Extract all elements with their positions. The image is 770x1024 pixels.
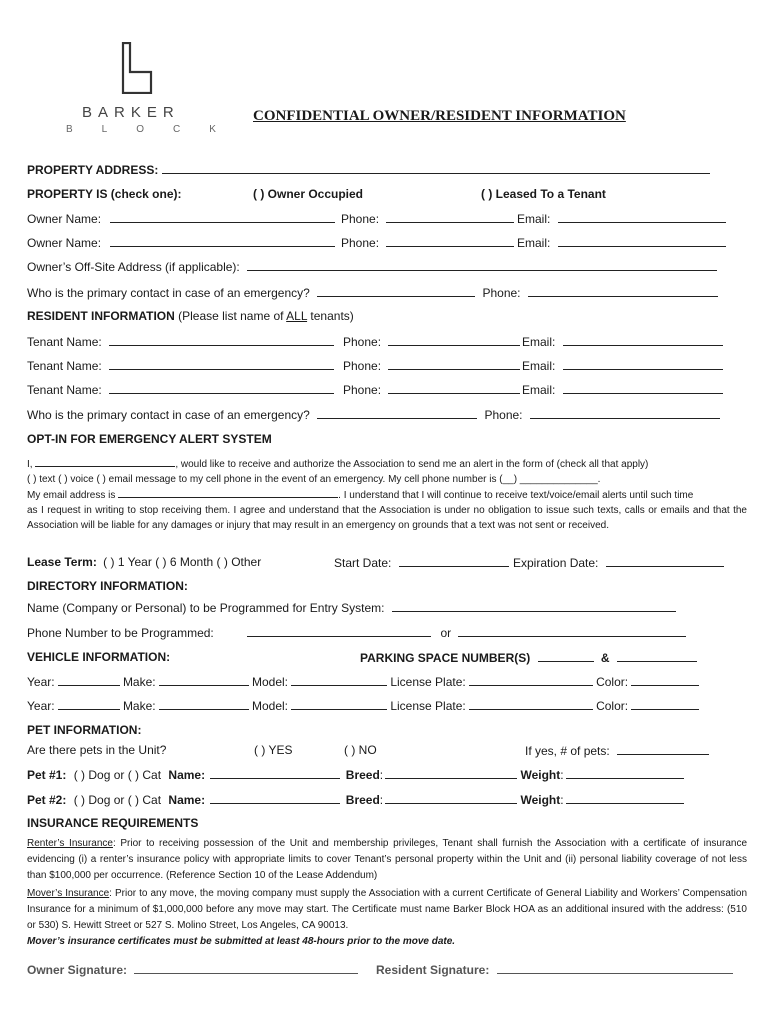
- owner-email-label: Email:: [517, 236, 551, 250]
- pet2-breed-label: Breed: [345, 793, 380, 807]
- optin-name-field[interactable]: [35, 456, 175, 467]
- pet1-weight-label: Weight: [520, 768, 561, 782]
- optin-line-2: ( ) text ( ) voice ( ) email message to my cell phone in the event of an emergency. My cell phone number is (__) ______________.: [27, 474, 601, 485]
- optin-line1-text: , would like to receive and authorize the Association to send me an alert in the form of (check all that apply): [175, 459, 649, 470]
- pet-heading: PET INFORMATION:: [27, 723, 142, 737]
- vehicle-year-field[interactable]: [58, 674, 120, 686]
- directory-phone-row: [27, 625, 686, 640]
- resident-emergency-phone-label: Phone:: [484, 408, 523, 422]
- parking-amp: &: [600, 651, 610, 665]
- property-is-label: PROPERTY IS (check one):: [27, 187, 182, 201]
- vehicle-model-label: Model:: [251, 699, 288, 713]
- optin-paragraph: [27, 456, 747, 533]
- optin-heading: OPT-IN FOR EMERGENCY ALERT SYSTEM: [27, 432, 272, 446]
- owner-name-label: Owner Name:: [27, 212, 102, 226]
- tenant-phone-field[interactable]: [388, 358, 520, 370]
- pet2-label: Pet #2:: [27, 793, 67, 807]
- lease-term-label: Lease Term:: [27, 555, 97, 569]
- owner-email-field[interactable]: [558, 235, 726, 247]
- pet-count-label: If yes, # of pets:: [525, 744, 610, 758]
- pet1-kind[interactable]: ( ) Dog or ( ) Cat: [73, 768, 162, 782]
- owner-phone-field[interactable]: [386, 211, 514, 223]
- owner-email-1: [517, 211, 726, 226]
- pet1-breed-label: Breed: [345, 768, 380, 782]
- tenant-phone-label: Phone:: [343, 383, 382, 397]
- vehicle-color-field[interactable]: [631, 698, 699, 710]
- pet1-weight-field[interactable]: [566, 767, 684, 779]
- pet-count-row: [525, 743, 709, 758]
- owner-emergency-label: Who is the primary contact in case of an emergency?: [27, 286, 310, 300]
- tenant-email-label: Email:: [522, 383, 556, 397]
- directory-heading: DIRECTORY INFORMATION:: [27, 579, 188, 593]
- owner-row-1: [27, 211, 335, 226]
- vehicle-color-label: Color:: [596, 699, 629, 713]
- pet2-name-label: Name:: [168, 793, 206, 807]
- pet-row-2: Pet #2: ( ) Dog or ( ) Cat Name: Breed: Weight:: [27, 792, 684, 807]
- owner-occupied-checkbox[interactable]: ( ) Owner Occupied: [253, 187, 364, 201]
- tenant-email-label: Email:: [522, 335, 556, 349]
- owner-email-2: [517, 235, 726, 250]
- renter-insurance-title: Renter’s Insurance: [27, 838, 113, 849]
- vehicle-year-label: Year:: [27, 699, 55, 713]
- lease-start-label: Start Date:: [334, 556, 392, 570]
- optin-line3-text: . I understand that I will continue to receive text/voice/email alerts until such time: [338, 490, 694, 501]
- tenant-row-3: [27, 382, 334, 397]
- owner-offsite-label: Owner’s Off-Site Address (if applicable):: [27, 260, 240, 274]
- vehicle-plate-label: License Plate:: [390, 699, 466, 713]
- vehicle-year-field[interactable]: [58, 698, 120, 710]
- lease-expiration-row: [513, 555, 724, 570]
- resident-emergency-label: Who is the primary contact in case of an emergency?: [27, 408, 310, 422]
- resident-note-post: tenants): [307, 309, 354, 323]
- owner-offsite-field[interactable]: [247, 259, 717, 271]
- owner-email-label: Email:: [517, 212, 551, 226]
- resident-heading-row: [27, 309, 354, 323]
- tenant-name-label: Tenant Name:: [27, 359, 102, 373]
- optin-email-field[interactable]: [118, 487, 338, 498]
- tenant-phone-field[interactable]: [388, 334, 520, 346]
- resident-note-pre: (Please list name of: [174, 309, 287, 323]
- owner-email-field[interactable]: [558, 211, 726, 223]
- parking-label: PARKING SPACE NUMBER(S): [360, 651, 531, 665]
- resident-signature-row: [376, 962, 733, 977]
- tenant-name-field[interactable]: [109, 358, 334, 370]
- tenant-email-field[interactable]: [563, 334, 723, 346]
- tenant-phone-label: Phone:: [343, 335, 382, 349]
- insurance-heading: INSURANCE REQUIREMENTS: [27, 816, 199, 830]
- vehicle-plate-field[interactable]: [469, 674, 593, 686]
- pet2-weight-label: Weight: [520, 793, 561, 807]
- pet-no-checkbox[interactable]: ( ) NO: [344, 743, 377, 757]
- pet-yes-checkbox[interactable]: ( ) YES: [254, 743, 293, 757]
- vehicle-row-1: [27, 674, 699, 689]
- lease-expiration-label: Expiration Date:: [513, 556, 599, 570]
- owner-row-2: [27, 235, 335, 250]
- tenant-row-1: [27, 334, 334, 349]
- optin-i: I,: [27, 459, 36, 470]
- renter-insurance-text: : Prior to receiving possession of the Unit and membership privileges, Tenant shall furnish the Association with a certificate of insurance evidencing (i) a renter’s insurance policy with appropriate limits to cover Tenant’s personal property within the Unit and (ii) personal liability coverage of not less than $100,000 per occurrence. (Reference Section 10 of the Lease Addendum): [27, 838, 748, 881]
- directory-phone-field-2[interactable]: [458, 625, 686, 637]
- tenant-email-field[interactable]: [563, 358, 723, 370]
- vehicle-row-2: [27, 698, 699, 713]
- owner-emergency-row: [27, 285, 718, 300]
- owner-name-field[interactable]: [110, 235, 335, 247]
- mover-insurance-title: Mover’s Insurance: [27, 888, 110, 899]
- pet-question: Are there pets in the Unit?: [27, 743, 167, 757]
- property-address-row: [27, 162, 710, 177]
- directory-phone-field-1[interactable]: [247, 625, 431, 637]
- vehicle-color-field[interactable]: [631, 674, 699, 686]
- tenant-email-2: [522, 358, 723, 373]
- resident-note-all: ALL: [286, 309, 308, 323]
- vehicle-make-field[interactable]: [159, 674, 249, 686]
- vehicle-model-field[interactable]: [291, 698, 387, 710]
- owner-phone-field[interactable]: [386, 235, 514, 247]
- tenant-phone-label: Phone:: [343, 359, 382, 373]
- lease-expiration-field[interactable]: [606, 555, 724, 567]
- pet2-name-field[interactable]: [210, 792, 340, 804]
- resident-signature-label: Resident Signature:: [376, 963, 490, 977]
- owner-emergency-field[interactable]: [317, 285, 475, 297]
- parking-row: [360, 650, 697, 665]
- optin-line-1: [27, 456, 747, 472]
- pet-count-field[interactable]: [617, 743, 709, 755]
- tenant-email-3: [522, 382, 723, 397]
- lease-term-options[interactable]: ( ) 1 Year ( ) 6 Month ( ) Other: [103, 555, 262, 569]
- optin-email-label: My email address is: [27, 490, 119, 501]
- tenant-name-label: Tenant Name:: [27, 383, 102, 397]
- owner-signature-field[interactable]: [134, 962, 358, 974]
- vehicle-year-label: Year:: [27, 675, 55, 689]
- mover-insurance-text: : Prior to any move, the moving company must supply the Association with a current Certificate of General Liability and Workers’ Compensation Insurance for a minimum of $1,000,000 before any move may start. The Certificate must name Barker Block HOA as an additional insured with the address: (510 or 530) S. Hewitt Street or 527 S. Molino Street, Los Angeles, CA 90013.: [27, 888, 748, 931]
- owner-signature-row: [27, 962, 358, 977]
- pet1-name-field[interactable]: [210, 767, 340, 779]
- vehicle-make-field[interactable]: [159, 698, 249, 710]
- pet1-label: Pet #1:: [27, 768, 67, 782]
- tenant-email-field[interactable]: [563, 382, 723, 394]
- owner-signature-label: Owner Signature:: [27, 963, 128, 977]
- directory-name-row: [27, 600, 676, 615]
- directory-phone-label: Phone Number to be Programmed:: [27, 626, 214, 640]
- owner-phone-label: Phone:: [341, 236, 380, 250]
- mover-insurance-note: Mover’s insurance certificates must be submitted at least 48-hours prior to the move date.: [27, 936, 456, 947]
- pet1-name-label: Name:: [168, 768, 206, 782]
- owner-emergency-phone-label: Phone:: [482, 286, 521, 300]
- tenant-email-label: Email:: [522, 359, 556, 373]
- parking-field-1[interactable]: [538, 650, 594, 662]
- resident-emergency-phone-field[interactable]: [530, 407, 720, 419]
- owner-name-field[interactable]: [110, 211, 335, 223]
- vehicle-plate-label: License Plate:: [390, 675, 466, 689]
- directory-name-field[interactable]: [392, 600, 676, 612]
- vehicle-make-label: Make:: [122, 699, 156, 713]
- owner-emergency-phone-field[interactable]: [528, 285, 718, 297]
- vehicle-model-field[interactable]: [291, 674, 387, 686]
- owner-phone-label: Phone:: [341, 212, 380, 226]
- vehicle-plate-field[interactable]: [469, 698, 593, 710]
- tenant-phone-2: [343, 358, 520, 373]
- parking-field-2[interactable]: [617, 650, 697, 662]
- barker-block-logo-mark: [117, 42, 153, 94]
- leased-tenant-checkbox[interactable]: ( ) Leased To a Tenant: [481, 187, 606, 201]
- resident-emergency-field[interactable]: [317, 407, 477, 419]
- vehicle-make-label: Make:: [122, 675, 156, 689]
- logo-word-barker: BARKER: [82, 104, 180, 121]
- lease-start-field[interactable]: [399, 555, 509, 567]
- tenant-phone-field[interactable]: [388, 382, 520, 394]
- property-address-field[interactable]: [162, 162, 710, 174]
- tenant-row-2: [27, 358, 334, 373]
- lease-term-row: [27, 555, 261, 569]
- renter-insurance-paragraph: [27, 836, 747, 884]
- vehicle-heading: VEHICLE INFORMATION:: [27, 650, 171, 664]
- optin-line-3: [27, 487, 747, 503]
- resident-signature-field[interactable]: [497, 962, 733, 974]
- owner-phone-1: [341, 211, 514, 226]
- owner-phone-2: [341, 235, 514, 250]
- owner-name-label: Owner Name:: [27, 236, 102, 250]
- mover-insurance-paragraph: [27, 886, 747, 950]
- resident-emergency-row: [27, 407, 720, 422]
- resident-heading: RESIDENT INFORMATION: [27, 309, 175, 323]
- tenant-phone-3: [343, 382, 520, 397]
- vehicle-color-label: Color:: [596, 675, 629, 689]
- document-title: CONFIDENTIAL OWNER/RESIDENT INFORMATION: [253, 108, 626, 124]
- pet2-breed-field[interactable]: [385, 792, 517, 804]
- tenant-email-1: [522, 334, 723, 349]
- logo-word-block: BLOCK: [66, 124, 245, 135]
- owner-offsite-row: [27, 259, 717, 274]
- pet2-kind[interactable]: ( ) Dog or ( ) Cat: [73, 793, 162, 807]
- vehicle-model-label: Model:: [251, 675, 288, 689]
- tenant-phone-1: [343, 334, 520, 349]
- tenant-name-field[interactable]: [109, 382, 334, 394]
- directory-or: or: [440, 626, 452, 640]
- optin-line-4: as I request in writing to stop receiving them. I agree and understand that the Association is under no obligation to issue such texts, calls or emails and that the Association will be liable for any damages or injury that may result in an emergency on grounds that a text was not sent or received.: [27, 505, 747, 531]
- directory-name-label: Name (Company or Personal) to be Programmed for Entry System:: [27, 601, 385, 615]
- tenant-name-field[interactable]: [109, 334, 334, 346]
- lease-start-row: [334, 555, 509, 570]
- tenant-name-label: Tenant Name:: [27, 335, 102, 349]
- pet2-weight-field[interactable]: [566, 792, 684, 804]
- pet-row-1: Pet #1: ( ) Dog or ( ) Cat Name: Breed: Weight:: [27, 767, 684, 782]
- pet1-breed-field[interactable]: [385, 767, 517, 779]
- property-address-label: PROPERTY ADDRESS:: [27, 163, 159, 177]
